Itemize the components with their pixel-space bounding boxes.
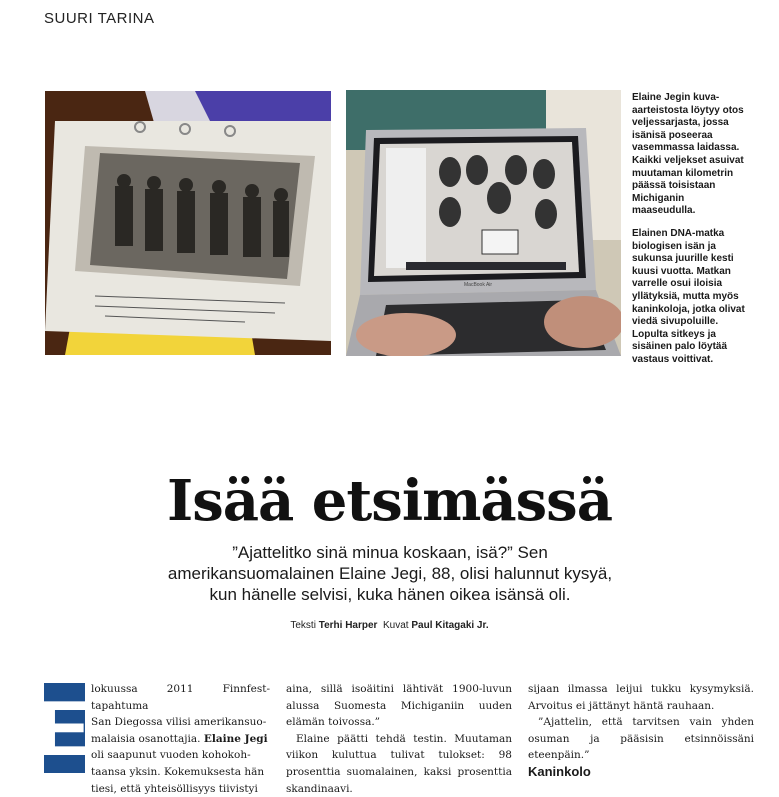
laptop-brand-label: MacBook Air: [464, 282, 493, 288]
body-line: San Diegossa vilisi amerikansuo-: [91, 716, 267, 729]
body-line: tiesi, että yhteisöllisyys tiivistyi: [91, 782, 258, 795]
photo-credit-author: Paul Kitagaki Jr.: [411, 620, 489, 631]
article-headline: Isää etsimässä: [167, 468, 612, 534]
body-text: malaisia osanottajia.: [91, 732, 204, 745]
photo-album-illustration: [45, 91, 331, 355]
laptop-illustration: [346, 90, 621, 356]
body-column-1: [38, 681, 270, 797]
body-paragraph: ”Ajattelin, että tarvitsen vain yhden osuman ja pääsisin etsinnöissäni eteenpäin.”: [528, 716, 754, 762]
photo-credit-label: Kuvat: [383, 620, 409, 631]
text-credit-label: Teksti: [290, 620, 316, 631]
article-credits: [0, 620, 779, 631]
body-paragraph: sijaan ilmassa leijui tukku kysymyksiä. Arvoitus ei jättänyt häntä rauhaan.: [528, 683, 754, 712]
body-column-2: [286, 681, 512, 797]
photo-caption-1: Elaine Jegin kuva-aarteistosta löytyy otos veljessarjasta, jossa isänisä poseeraa vasemmassa laidassa. Kaikki veljekset asuivat muutaman kilometrin päässä toisistaan Michiganin maaseudulla.: [632, 92, 744, 217]
person-name: Elaine Jegi: [203, 732, 268, 745]
photo-album-image: [45, 91, 331, 355]
body-line: [44, 731, 270, 748]
section-subheading: Kaninkolo: [528, 763, 591, 779]
photo-caption-2: Elainen DNA-matka biologisen isän ja sukunsa juurille kesti kuusi vuotta. Matkan varrelle osui iloisia yllätyksiä, mutta myös kaninkoloja, jotka olivat viedä sivupoluille. Lopulta sitkeys ja sisäinen palo löytää vastaus voittivat.: [632, 228, 745, 365]
body-line: oli saapunut vuoden kohokoh-: [91, 749, 251, 762]
body-paragraph: Elaine päätti tehdä testin. Muutaman viikon kuluttua tulivat tulokset: 98 prosenttia suomalainen, kaksi prosenttia skandinaavi.: [286, 732, 512, 795]
section-label: SUURI TARINA: [44, 10, 155, 27]
body-line: taansa yksin. Kokemuksesta hän: [91, 765, 265, 778]
body-line: lokuussa 2011 Finnfest-tapahtuma: [91, 683, 270, 712]
body-paragraph: aina, sillä isoäitini lähtivät 1900-luvun alussa Suomesta Michiganiin uuden elämän toivossa.”: [286, 683, 512, 729]
drop-cap: E: [38, 684, 91, 772]
article-lede: ”Ajattelitko sinä minua koskaan, isä?” Sen amerikansuomalainen Elaine Jegi, 88, olisi halunnut kysyä, kun hänelle selvisi, kuka hänen oikea isänsä oli.: [167, 543, 613, 604]
laptop-image: [346, 90, 621, 356]
body-column-3: [528, 681, 754, 781]
text-credit-author: Terhi Harper: [318, 620, 378, 631]
